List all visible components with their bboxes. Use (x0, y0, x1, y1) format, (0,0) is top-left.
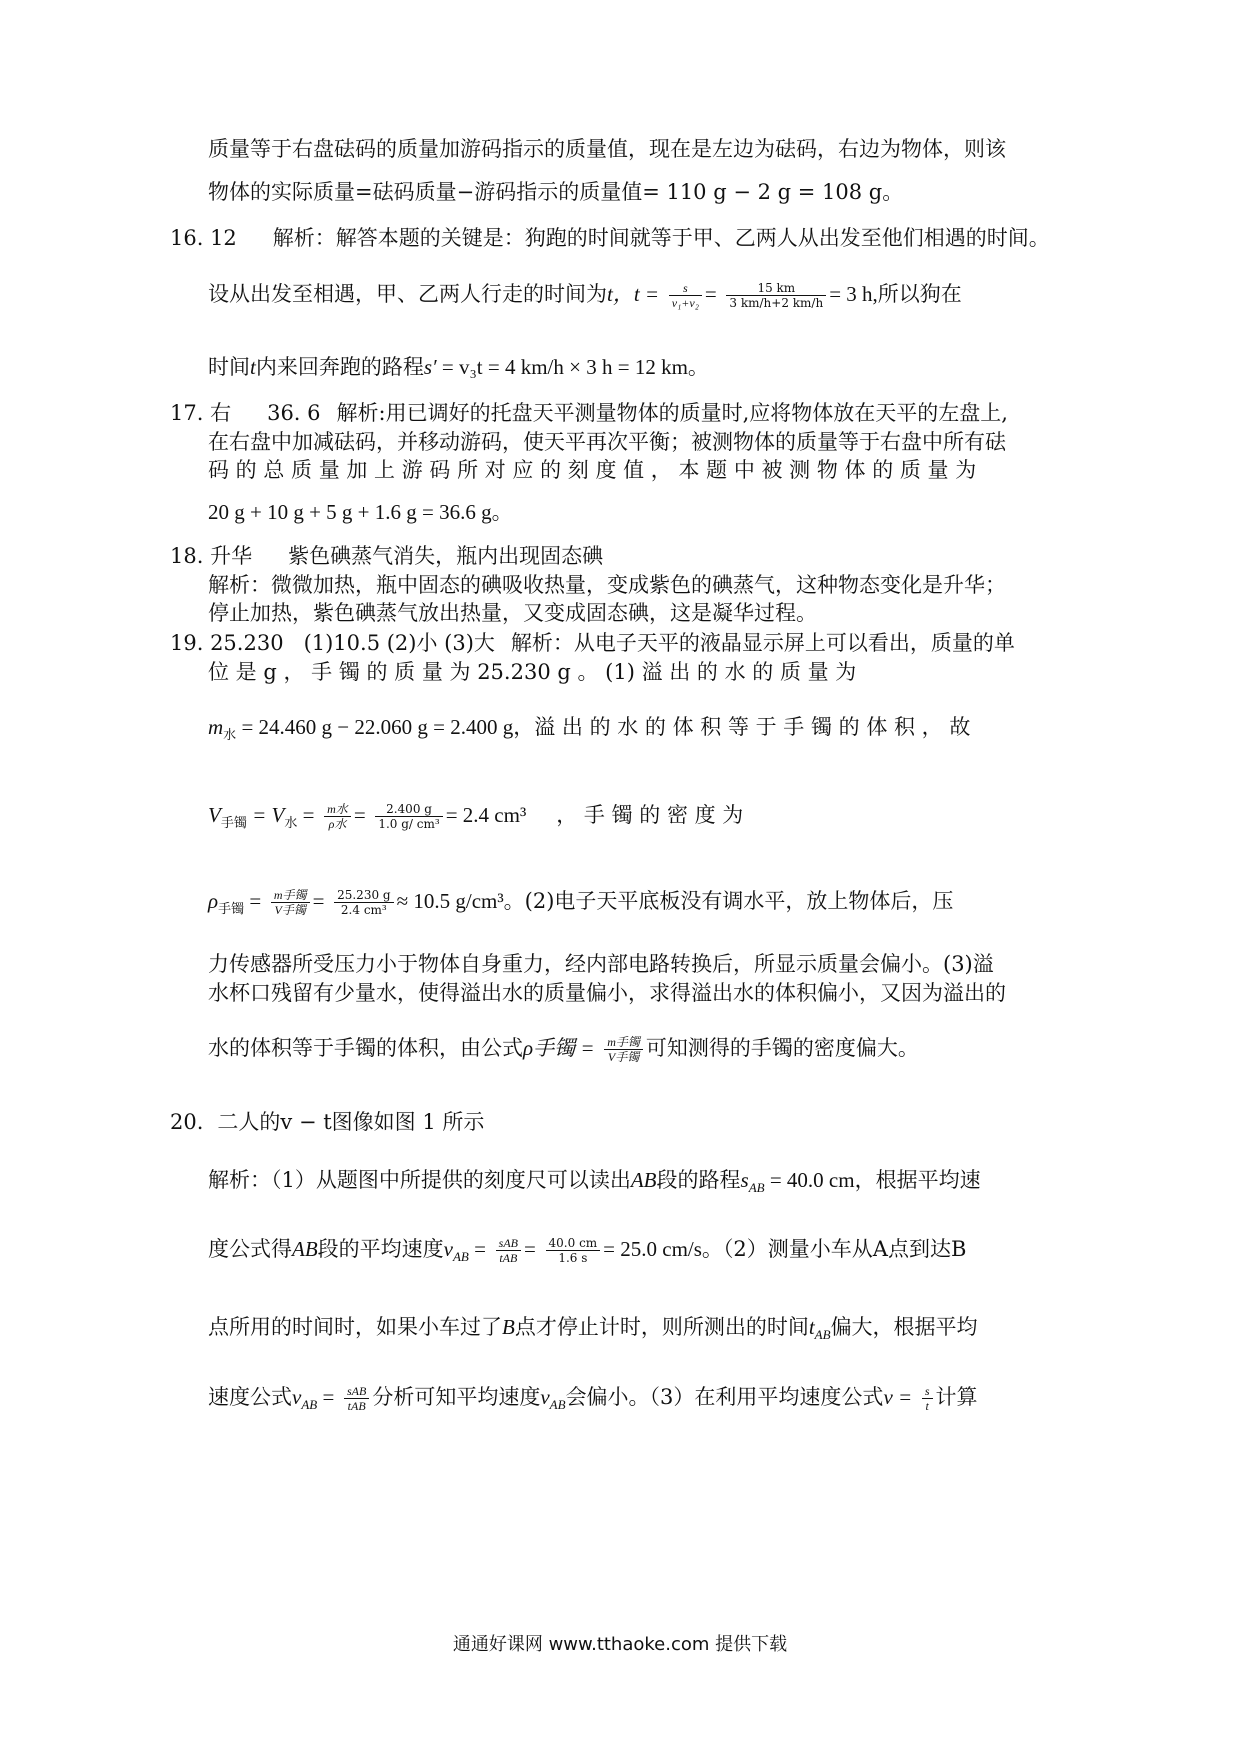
text-segment: 溢 出 的 水 的 体 积 等 于 手 镯 的 体 积 ， 故 (534, 715, 971, 739)
math-var: s (740, 1168, 749, 1192)
math-op: = (312, 889, 325, 913)
fraction-numerator: 2.400 g (375, 802, 442, 817)
text-line: 位 是 g ， 手 镯 的 质 量 为 25.230 g 。 (1) 溢 出 的 水 的 质 量 为 (208, 660, 857, 684)
fraction-denominator: tAB (499, 1251, 518, 1265)
fraction-numerator: sAB (344, 1384, 369, 1399)
math-expression: = v₃t = 4 km/h × 3 h = 12 km。 (436, 355, 709, 379)
math-subscript: 手镯 (220, 816, 247, 831)
math-var: v (540, 1385, 550, 1409)
text-line: 在右盘中加减砝码，并移动游码，使天平再次平衡；被测物体的质量等于右盘中所有砝 (208, 430, 1006, 454)
question-18-line (170, 541, 603, 571)
math-expression: = V (246, 803, 285, 827)
text-segment: ， 手 镯 的 密 度 为 (556, 803, 744, 827)
math-subscript: AB (549, 1397, 566, 1412)
question-16-line (170, 223, 1050, 253)
fraction-denominator: t (925, 1399, 929, 1413)
math-subscript: 手镯 (218, 902, 245, 917)
math-var: t (808, 1315, 815, 1339)
question-19-line (170, 628, 1015, 658)
math-var: s′ (423, 355, 437, 379)
fraction-denominator: 1.0 g/ cm³ (378, 817, 440, 831)
text-segment: （2）测量小车从A点到达B (722, 1237, 967, 1261)
question-17-line (170, 398, 1008, 428)
text-line: 物体的实际质量=砝码质量−游码指示的质量值= 110 g − 2 g = 108 g。 (208, 180, 904, 204)
fraction-denominator: tAB (347, 1399, 366, 1413)
fraction-denominator: v₁+v₂ (671, 296, 699, 310)
fraction-denominator: 2.4 cm³ (340, 903, 387, 917)
text-segment: 段的平均速度 (317, 1237, 444, 1261)
question-20-speed-line (208, 1234, 966, 1272)
math-var: ρ (208, 889, 219, 913)
math-op: = (524, 1237, 536, 1261)
text-segment: 内来回奔跑的路程 (255, 355, 424, 379)
text-line: 力传感器所受压力小于物体自身重力，经内部电路转换后，所显示质量会偏小。(3)溢 (208, 952, 994, 976)
fraction-numerator: s (922, 1384, 933, 1399)
text-segment: 解析：（1）从题图中所提供的刻度尺可以读出 (208, 1168, 631, 1192)
question-number: 17. 右 (170, 401, 232, 425)
text-segment: 度公式得 (208, 1237, 292, 1261)
question-number: 16. 12 (170, 226, 237, 250)
fraction-denominator: V手镯 (274, 903, 306, 917)
text-segment: 可知测得的手镯的密度偏大。 (645, 1036, 919, 1060)
question-number: 18. 升华 (170, 544, 253, 568)
text-line: 停止加热，紫色碘蒸气放出热量，又变成固态碘，这是凝华过程。 (208, 601, 817, 625)
math-op: = (468, 1237, 486, 1261)
question-19-mass-line (208, 712, 970, 751)
text-segment: 偏大，根据平均 (830, 1315, 978, 1339)
text-segment: 速度公式 (208, 1385, 292, 1409)
question-20-analysis-line (208, 1165, 981, 1203)
analysis-text: 解析：解答本题的关键是：狗跑的时间就等于甲、乙两人从出发至他们相遇的时间。 (272, 226, 1050, 250)
math-var: B (502, 1315, 515, 1339)
answer-value: 紫色碘蒸气消失，瓶内出现固态碘 (288, 544, 604, 568)
math-subscript: AB (814, 1327, 831, 1342)
fraction-denominator: 3 km/h+2 km/h (729, 296, 824, 310)
fraction (344, 1384, 369, 1413)
math-op: = (297, 803, 315, 827)
fraction-numerator: m手镯 (604, 1035, 643, 1050)
fraction-denominator: 1.6 s (558, 1251, 588, 1265)
fraction-denominator: V手镯 (607, 1050, 640, 1064)
fraction (324, 802, 351, 831)
math-subscript: AB (748, 1180, 765, 1195)
question-20-line (170, 1107, 484, 1137)
math-op: = (353, 803, 366, 827)
question-19-density-line (208, 886, 953, 925)
text-segment: (2)电子天平底板没有调水平，放上物体后，压 (524, 889, 954, 913)
math-var: v (443, 1237, 453, 1261)
question-16-formula-line (208, 279, 962, 310)
math-subscript: AB (301, 1397, 318, 1412)
fraction-numerator: m手镯 (271, 888, 310, 903)
fraction-numerator: 40.0 cm (546, 1236, 601, 1251)
question-19-volume-line (208, 800, 743, 839)
text-segment: 水的体积等于手镯的体积，由公式 (208, 1036, 523, 1060)
fraction (669, 281, 702, 310)
question-number: 19. 25.230 (170, 631, 284, 655)
fraction-numerator: 15 km (726, 281, 826, 296)
answer-value: (1)10.5 (2)小 (3)大 (303, 631, 495, 655)
math-expression: = 2.4 cm³ (445, 803, 527, 827)
fraction (271, 888, 310, 917)
math-expression: ρ手镯 = (523, 1036, 595, 1060)
text-segment: 点才停止计时，则所测出的时间 (514, 1315, 809, 1339)
math-var: m (208, 715, 224, 739)
math-expression: = 25.0 cm/s。 (603, 1237, 723, 1261)
text-segment: 会偏小。（3）在利用平均速度公式 (565, 1385, 884, 1409)
fraction (375, 802, 442, 831)
math-subscript: AB (452, 1249, 469, 1264)
math-op: = (704, 282, 717, 306)
math-op: = (244, 889, 262, 913)
answer-value: 二人的v − t图像如图 1 所示 (217, 1110, 485, 1134)
analysis-text: 解析:用已调好的托盘天平测量物体的质量时,应将物体放在天平的左盘上, (336, 401, 1008, 425)
question-number: 20. (170, 1110, 204, 1134)
question-20-timing-line (208, 1312, 978, 1350)
text-line: 水杯口残留有少量水，使得溢出水的质量偏小，求得溢出水的体积偏小，又因为溢出的 (208, 981, 1006, 1005)
analysis-text: 解析：从电子天平的液晶显示屏上可以看出，质量的单 (510, 631, 1015, 655)
math-var: v (292, 1385, 302, 1409)
fraction (334, 888, 393, 917)
math-line: 20 g + 10 g + 5 g + 1.6 g = 36.6 g。 (208, 500, 513, 524)
math-var: V (208, 803, 221, 827)
math-expression: = 24.460 g − 22.060 g = 2.400 g， (236, 715, 535, 739)
text-line: 解析：微微加热，瓶中固态的碘吸收热量，变成紫色的碘蒸气，这种物态变化是升华； (208, 573, 1006, 597)
answer-value: 36. 6 (267, 401, 321, 425)
math-expression: ≈ 10.5 g/cm³。 (396, 889, 525, 913)
question-20-formula-line (208, 1382, 978, 1420)
fraction (546, 1236, 601, 1265)
text-segment: 计算 (935, 1385, 978, 1409)
question-16-result-line (208, 352, 709, 382)
math-var: t，t = (607, 282, 660, 306)
fraction (496, 1236, 521, 1265)
text-segment: 点所用的时间时，如果小车过了 (208, 1315, 502, 1339)
fraction-numerator: sAB (496, 1236, 521, 1251)
math-var: t (250, 355, 256, 379)
text-segment: 时间 (208, 355, 250, 379)
math-op: = (317, 1385, 335, 1409)
text-segment: 分析可知平均速度 (372, 1385, 541, 1409)
fraction (922, 1384, 933, 1413)
fraction (726, 281, 826, 310)
math-var: AB (630, 1168, 657, 1192)
fraction (604, 1035, 643, 1064)
text-segment: 段的路程 (656, 1168, 741, 1192)
math-expression: v = (883, 1385, 913, 1409)
math-subscript: 水 (223, 728, 237, 743)
fraction-denominator: ρ水 (328, 817, 347, 831)
math-subscript: 水 (284, 816, 298, 831)
page-footer: 通通好课网 www.tthaoke.com 提供下载 (452, 1634, 788, 1655)
question-19-conclusion-line (208, 1033, 919, 1064)
text-line: 码 的 总 质 量 加 上 游 码 所 对 应 的 刻 度 值 ， 本 题 中 被 测 物 体 的 质 量 为 (208, 458, 977, 482)
fraction-numerator: 25.230 g (334, 888, 393, 903)
text-segment: = 3 h,所以狗在 (829, 282, 962, 306)
fraction-numerator: s (669, 281, 702, 296)
math-var: AB (292, 1237, 318, 1261)
text-segment: 设从出发至相遇，甲、乙两人行走的时间为 (208, 282, 607, 306)
text-line: 质量等于右盘砝码的质量加游码指示的质量值，现在是左边为砝码，右边为物体，则该 (208, 137, 1006, 161)
fraction-numerator: m水 (324, 802, 351, 817)
text-segment: = 40.0 cm，根据平均速 (764, 1168, 981, 1192)
